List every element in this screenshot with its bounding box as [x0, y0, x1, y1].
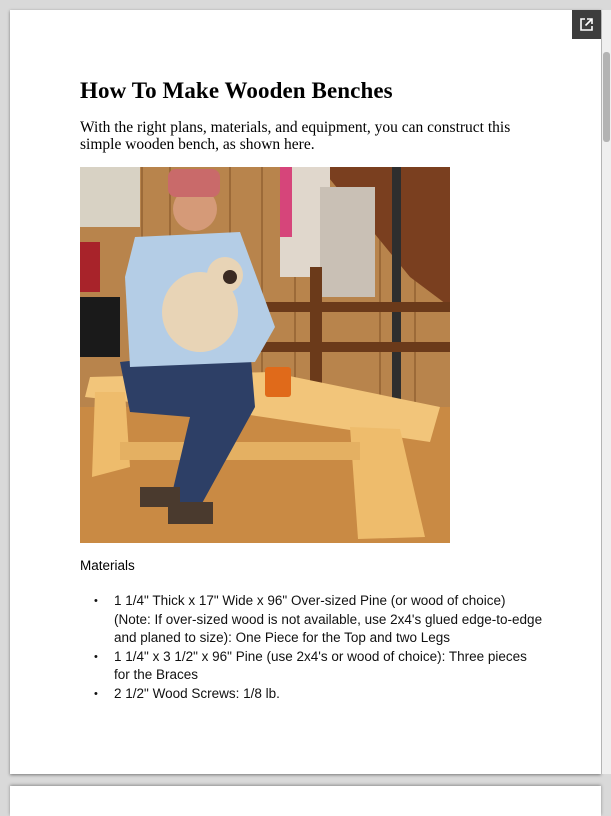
article-intro: With the right plans, materials, and equipment, you can construct this simple wooden bench, as shown here.	[80, 119, 511, 153]
next-document-page	[10, 786, 601, 816]
wooden-bench-photo	[80, 167, 450, 543]
list-item: • 1 1/4" x 3 1/2" x 96" Pine (use 2x4's or wood of choice): Three pieces for the Braces	[94, 648, 544, 685]
materials-heading: Materials	[80, 558, 135, 573]
scrollbar-thumb[interactable]	[603, 52, 610, 142]
popout-button[interactable]	[572, 10, 601, 39]
list-item: • 1 1/4" Thick x 17" Wide x 96" Over-sized Pine (or wood of choice) (Note: If over-sized wood is not available, use 2x4's glued edge-to-edge and planed to size): One Piece for the Top and two Legs	[94, 592, 544, 648]
bench-photo-illustration	[80, 167, 450, 543]
article-title: How To Make Wooden Benches	[80, 78, 393, 103]
open-in-new-icon	[579, 17, 594, 32]
materials-list	[94, 592, 544, 703]
list-item: • 2 1/2" Wood Screws: 1/8 lb.	[94, 685, 544, 704]
scrollbar-track[interactable]	[602, 10, 611, 774]
